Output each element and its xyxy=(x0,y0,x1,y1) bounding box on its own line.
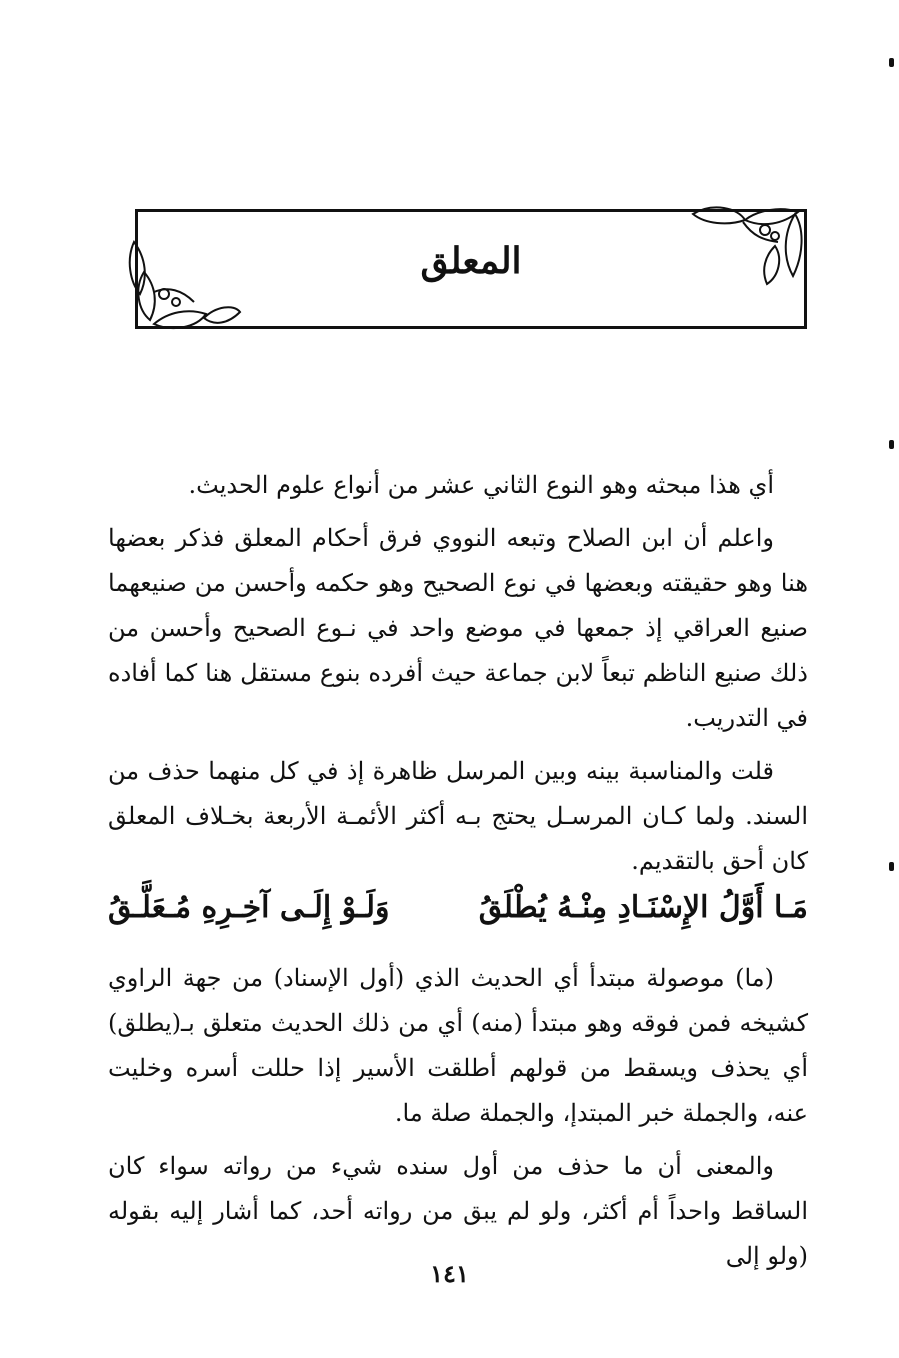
chapter-title: المعلق xyxy=(420,240,522,282)
scan-mark xyxy=(889,58,894,67)
verse-hemistich-second: وَلَـوْ إِلَـى آخِـرِهِ مُـعَلَّـقُ xyxy=(108,890,390,925)
paragraph: قلت والمناسبة بينه وبين المرسل ظاهرة إذ في كل منهما حذف من السند. ولما كـان المرسـل يحتج بـه أكثر الأئمـة الأربعة بخـلاف المعلق كان أحق بالتقديم. xyxy=(108,757,808,875)
chapter-title-frame xyxy=(135,209,807,329)
text-block-before-verse xyxy=(108,463,808,892)
paragraph: أي هذا مبحثه وهو النوع الثاني عشر من أنواع علوم الحديث. xyxy=(188,471,774,499)
paragraph: واعلم أن ابن الصلاح وتبعه النووي فرق أحكام المعلق فذكر بعضها هنا وهو حقيقته وبعضها في نوع الصحيح وهو حكمه وأحسن من صنيعهما صنيع العراقي إذ جمعها في موضع واحد في نـوع الصحيح وأحسن من ذلك صنيع الناظم تبعاً لابن جماعة حيث أفرده بنوع مستقل هنا كما أفاده في التدريب. xyxy=(108,524,808,732)
paragraph: والمعنى أن ما حذف من أول سنده شيء من رواته سواء كان الساقط واحداً أم أكثر، ولو لم يبق من رواته أحد، كما أشار إليه بقوله (ولو إلى xyxy=(108,1152,808,1270)
paragraph: (ما) موصولة مبتدأ أي الحديث الذي (أول الإسناد) من جهة الراوي كشيخه فمن فوقه وهو مبتدأ (منه) أي من ذلك الحديث متعلق بـ(يطلق) أي يحذف ويسقط من قولهم أطلقت الأسير إذا حللت أسره وخليت عنه، والجملة خبر المبتدإ، والجملة صلة ما. xyxy=(108,964,808,1127)
verse-hemistich-first: مَـا أَوَّلُ الإِسْنَـادِ مِنْـهُ يُطْلَقُ xyxy=(478,890,808,925)
page-number: ١٤١ xyxy=(430,1259,469,1288)
scan-mark xyxy=(889,862,894,871)
scan-mark xyxy=(889,440,894,449)
verse-line xyxy=(108,884,808,932)
text-block-after-verse xyxy=(108,956,808,1287)
